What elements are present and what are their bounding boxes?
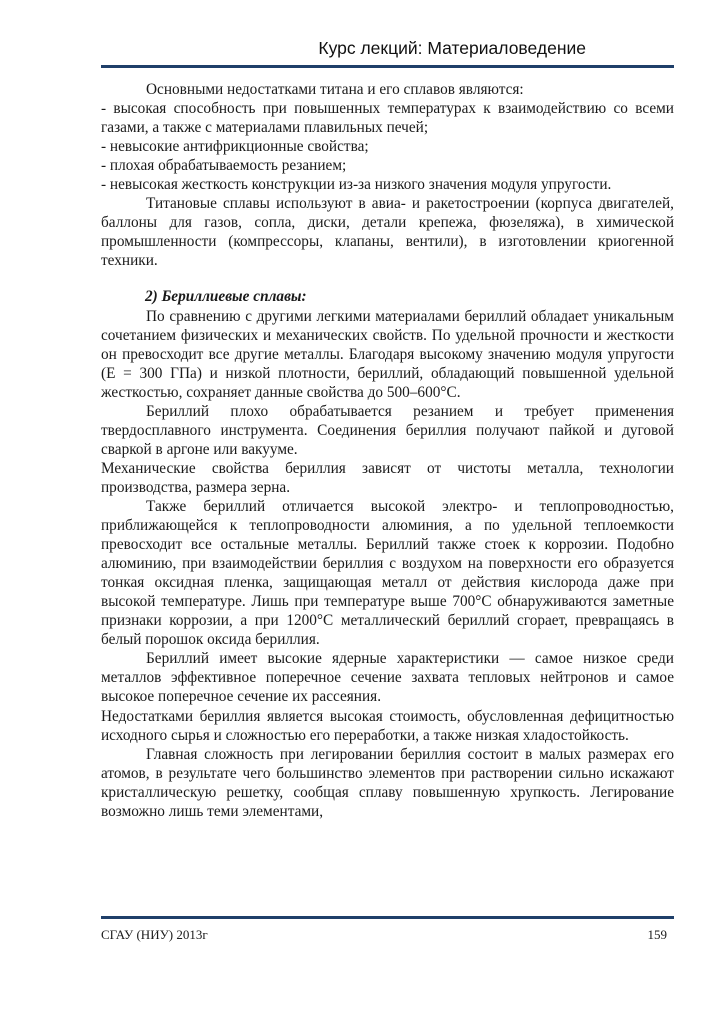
titanium-applications-paragraph: Титановые сплавы используют в авиа- и ракетостроении (корпуса двигателей, баллоны для газов, сопла, диски, детали крепежа, фюзеляжа), в химической промышленности (компрессоры, клапаны, вентили), в изготовлении криогенной техники. — [101, 195, 674, 270]
page-header-title: Курс лекций: Материаловедение — [318, 38, 586, 58]
footer-divider — [101, 916, 674, 919]
header-divider — [101, 65, 674, 68]
beryllium-paragraph-6: Недостатками бериллия является высокая стоимость, обусловленная дефицитностью исходного сырья и сложностью его переработки, а также низкая хладостойкость. — [101, 707, 674, 744]
disadvantage-item-2: - невысокие антифрикционные свойства; — [101, 138, 369, 156]
disadvantage-item-4: - невысокая жесткость конструкции из-за низкого значения модуля упругости. — [101, 176, 612, 194]
section-heading: 2) Бериллиевые сплавы: — [145, 288, 307, 306]
beryllium-paragraph-3: Механические свойства бериллия зависят от чистоты металла, технологии производства, размера зерна. — [101, 459, 674, 496]
beryllium-paragraph-7: Главная сложность при легировании бериллия состоит в малых размерах его атомов, в результате чего большинство элементов при растворении сильно искажают кристаллическую решетку, сообщая сплаву повышенную хрупкость. Легирование возможно лишь теми элементами, — [101, 745, 674, 820]
beryllium-paragraph-4: Также бериллий отличается высокой электро- и теплопроводностью, приближающейся к теплопроводности алюминия, а по удельной теплоемкости превосходит все остальные металлы. Бериллий также стоек к коррозии. Подобно алюминию, при взаимодействии бериллия с воздухом на поверхности его образуется тонкая оксидная пленка, защищающая металл от действия кислорода даже при высокой температуре. Лишь при температуре выше 700°С обнаруживаются заметные признаки коррозии, а при 1200°С металлический бериллий сгорает, превращаясь в белый порошок оксида бериллия. — [101, 497, 674, 649]
beryllium-paragraph-2: Бериллий плохо обрабатывается резанием и требует применения твердосплавного инструмента. Соединения бериллия получают пайкой и дуговой сваркой в аргоне или вакууме. — [101, 402, 674, 458]
disadvantage-item-1: - высокая способность при повышенных температурах к взаимодействию со всеми газами, а также с материалами плавильных печей; — [101, 100, 674, 137]
beryllium-paragraph-5: Бериллий имеет высокие ядерные характеристики — самое низкое среди металлов эффективное поперечное сечение захвата тепловых нейтронов и самое высокое поперечное сечение их рассеяния. — [101, 650, 674, 706]
disadvantage-item-3: - плохая обрабатываемость резанием; — [101, 157, 347, 175]
footer-organization-year: СГАУ (НИУ) 2013г — [101, 927, 208, 942]
beryllium-paragraph-1: По сравнению с другими легкими материалами бериллий обладает уникальным сочетанием физических и механических свойств. По удельной прочности и жесткости он превосходит все другие металлы. Благодаря высокому значению модуля упругости (E = 300 ГПа) и низкой плотности, бериллий, обладающий повышенной удельной жесткостью, сохраняет данные свойства до 500–600°С. — [101, 307, 674, 401]
page-body — [101, 80, 674, 821]
page-number: 159 — [647, 927, 667, 942]
intro-lead: Основными недостатками титана и его сплавов являются: — [146, 81, 524, 98]
